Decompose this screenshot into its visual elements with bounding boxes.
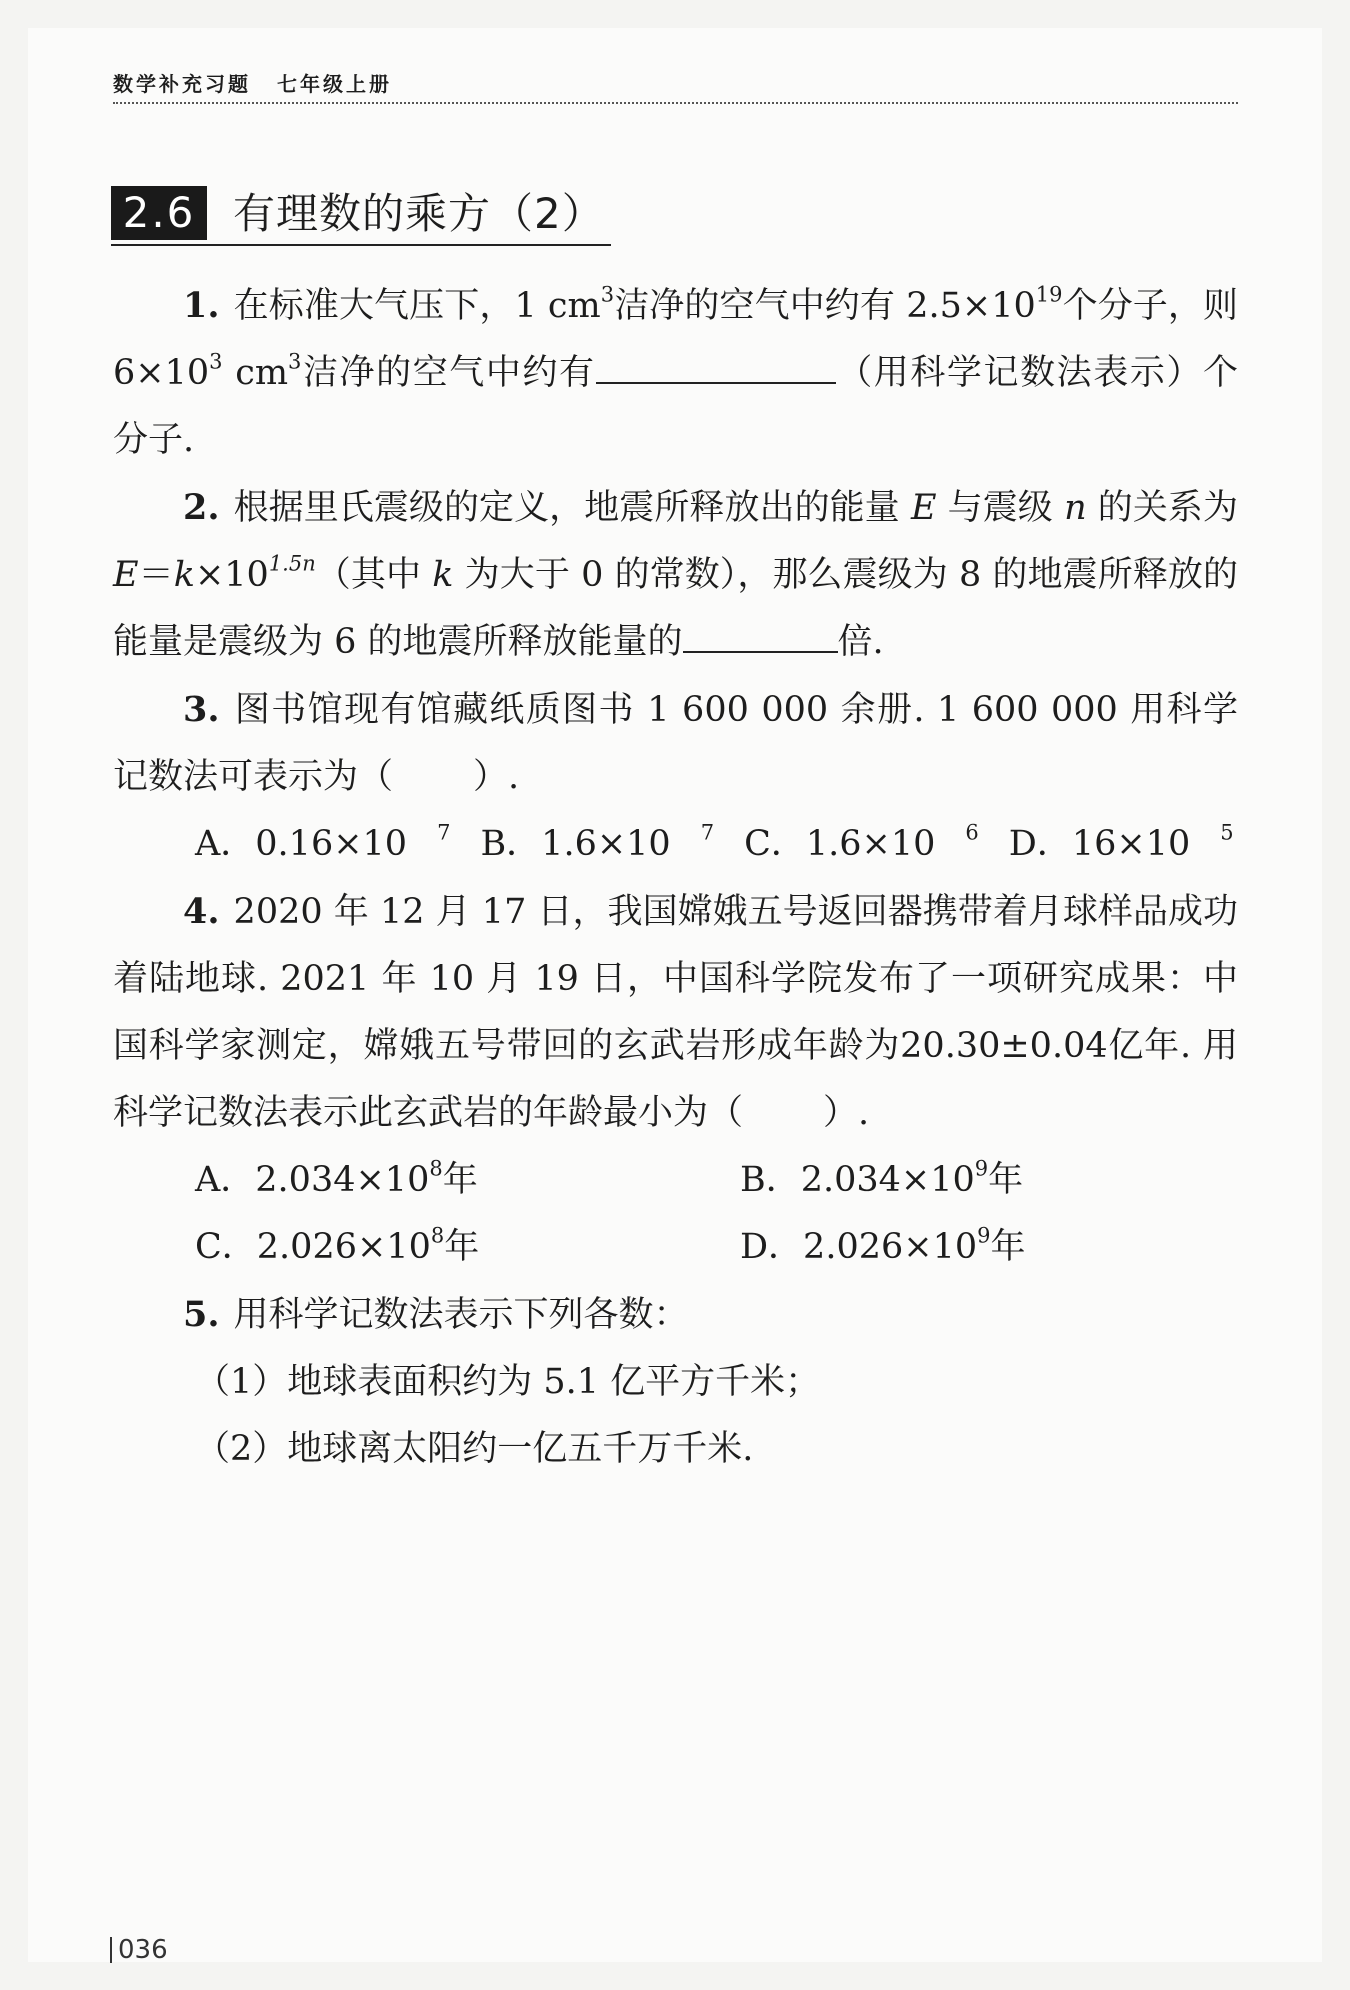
q1-text: 在标准大气压下，1 cm bbox=[233, 286, 601, 326]
option-unit: 年 bbox=[444, 1227, 480, 1267]
option-sup: 8 bbox=[430, 1223, 445, 1248]
question-5 bbox=[113, 1281, 1238, 1349]
q2-text: 的关系为 bbox=[1086, 488, 1238, 528]
q3-options bbox=[113, 811, 1238, 878]
variable-e: E bbox=[910, 488, 937, 528]
answer-blank[interactable] bbox=[596, 345, 836, 384]
q3-text: 图书馆现有馆藏纸质图书 1 600 000 余册. 1 600 000 用科学记数法可表示为（ bbox=[113, 690, 1238, 797]
exercise-list bbox=[113, 272, 1238, 1483]
q2-text: 倍. bbox=[837, 622, 884, 662]
variable-k: k bbox=[432, 555, 454, 595]
q2-text: ×10 bbox=[194, 555, 269, 595]
book-grade: 七年级上册 bbox=[277, 72, 392, 96]
option-sup: 7 bbox=[437, 820, 451, 845]
q2-text: （其中 bbox=[315, 555, 433, 595]
option-c[interactable] bbox=[195, 1214, 740, 1281]
q1-sup: 3 bbox=[209, 349, 223, 374]
q5-text: 用科学记数法表示下列各数： bbox=[233, 1295, 689, 1335]
option-label: A．2.034×10 bbox=[195, 1160, 430, 1200]
question-number: 1. bbox=[183, 285, 220, 326]
q1-text: 洁净的空气中约有 bbox=[301, 353, 596, 393]
q1-sup: 3 bbox=[600, 282, 615, 307]
q1-sup: 19 bbox=[1035, 282, 1063, 307]
variable-e: E bbox=[113, 555, 139, 595]
option-unit: 年 bbox=[442, 1160, 478, 1200]
option-label: D．2.026×10 bbox=[740, 1227, 978, 1267]
option-b[interactable] bbox=[740, 1147, 1240, 1214]
q5-item-2: （2）地球离太阳约一亿五千万千米. bbox=[195, 1429, 754, 1469]
option-label: A．0.16×10 bbox=[195, 824, 408, 864]
book-title: 数学补充习题 bbox=[113, 72, 251, 96]
q1-sup: 3 bbox=[288, 349, 302, 374]
option-a[interactable] bbox=[195, 811, 450, 878]
option-label: C．1.6×10 bbox=[744, 824, 936, 864]
option-label: C．2.026×10 bbox=[195, 1227, 431, 1267]
answer-blank[interactable] bbox=[683, 614, 838, 653]
variable-k: k bbox=[173, 555, 195, 595]
q3-text: ）. bbox=[473, 757, 520, 797]
option-sup: 5 bbox=[1220, 820, 1234, 845]
question-4 bbox=[113, 878, 1238, 1147]
option-d[interactable] bbox=[740, 1214, 1240, 1281]
option-sup: 9 bbox=[974, 1156, 989, 1181]
page-number: 036 bbox=[110, 1937, 168, 1963]
question-number: 2. bbox=[183, 487, 220, 528]
q2-exponent: 1.5n bbox=[268, 551, 316, 576]
section-number: 2.6 bbox=[111, 186, 207, 240]
option-d[interactable] bbox=[1009, 811, 1234, 878]
option-a[interactable] bbox=[195, 1147, 740, 1214]
q2-text: 与震级 bbox=[936, 488, 1065, 528]
q1-text: 个分子，则 6×10 bbox=[113, 286, 1238, 393]
option-label: B．1.6×10 bbox=[480, 824, 671, 864]
variable-n: n bbox=[1064, 488, 1087, 528]
option-unit: 年 bbox=[988, 1160, 1024, 1200]
question-1 bbox=[113, 272, 1238, 474]
q5-item-1: （1）地球表面积约为 5.1 亿平方千米； bbox=[195, 1362, 821, 1402]
q4-options bbox=[113, 1147, 1238, 1281]
q2-text: 根据里氏震级的定义，地震所释放出的能量 bbox=[233, 488, 911, 528]
section-name: 有理数的乘方（2） bbox=[233, 189, 605, 238]
question-2 bbox=[113, 474, 1238, 676]
running-header bbox=[113, 68, 1238, 104]
q2-text: ＝ bbox=[138, 555, 174, 595]
q1-text: 洁净的空气中约有 2.5×10 bbox=[614, 286, 1036, 326]
question-number: 3. bbox=[183, 689, 220, 730]
q1-text: cm bbox=[222, 353, 289, 393]
option-b[interactable] bbox=[480, 811, 714, 878]
option-sup: 6 bbox=[965, 820, 979, 845]
option-sup: 8 bbox=[429, 1156, 443, 1181]
option-label: D．16×10 bbox=[1008, 824, 1191, 864]
q4-text: 2020 年 12 月 17 日，我国嫦娥五号返回器携带着月球样品成功着陆地球. 2021 年 10 月 19 日，中国科学院发布了一项研究成果：中国科学家测定，嫦娥五号带回的玄武岩形成年龄为20.30±0.04亿年. 用科学记数法表示此玄武岩的年龄最小为（ bbox=[113, 892, 1238, 1133]
option-label: B．2.034×10 bbox=[740, 1160, 975, 1200]
question-number: 4. bbox=[183, 891, 220, 932]
q1-text: （用科学记数法表示）个分子. bbox=[113, 353, 1238, 460]
q4-text: ）. bbox=[823, 1093, 870, 1133]
option-sup: 7 bbox=[700, 820, 715, 845]
section-title bbox=[111, 186, 611, 246]
question-number: 5. bbox=[183, 1294, 220, 1335]
option-unit: 年 bbox=[990, 1227, 1026, 1267]
option-sup: 9 bbox=[977, 1223, 991, 1248]
question-3 bbox=[113, 676, 1238, 811]
q2-text: 为大于 0 的常数），那么震级为 8 的地震所释放的能量是震级为 6 的地震所释放能量的 bbox=[113, 555, 1238, 662]
option-c[interactable] bbox=[744, 811, 979, 878]
